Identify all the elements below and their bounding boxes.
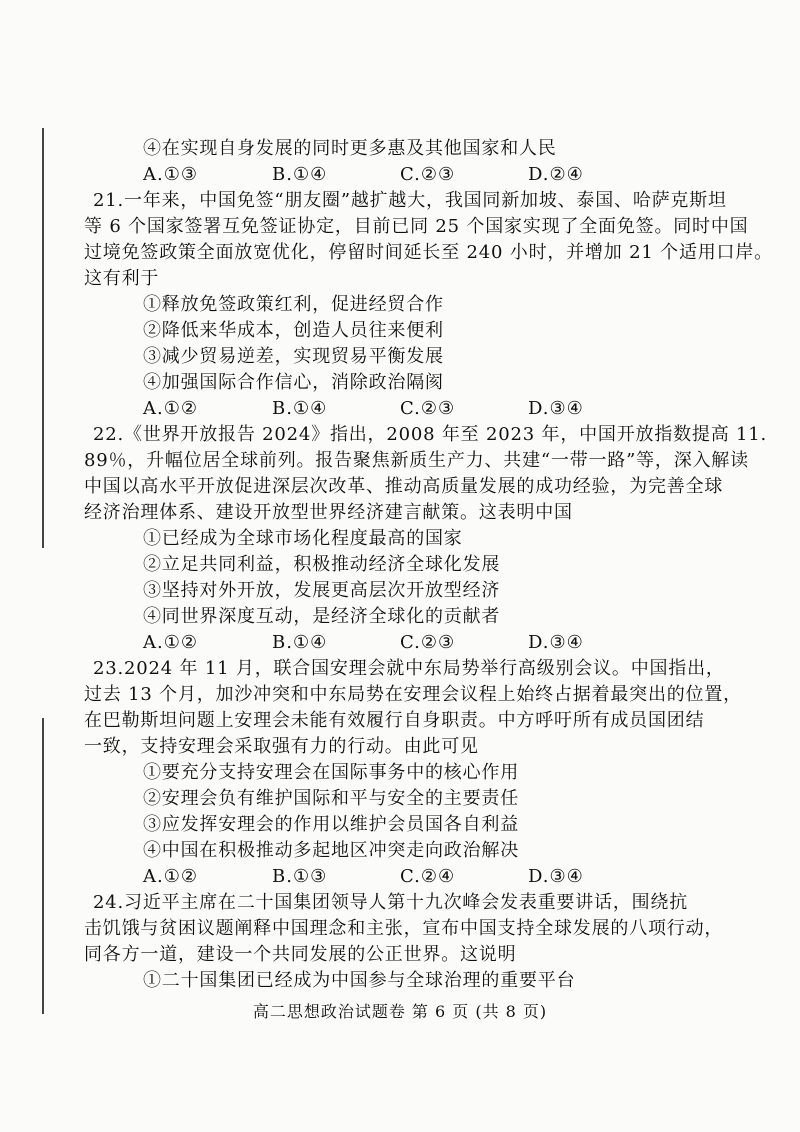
option-c: C.②③: [400, 632, 456, 653]
question-stem-line: 22.《世界开放报告 2024》指出，2008 年至 2023 年，中国开放指数提高 11.: [93, 424, 768, 445]
question-stem-line: 过境免签政策全面放宽优化，停留时间延长至 240 小时，并增加 21 个适用口岸。: [84, 242, 773, 263]
option-c: C.②③: [400, 164, 456, 185]
option-d: D.③④: [528, 866, 584, 887]
option-b: B.①④: [272, 632, 328, 653]
statement: ④同世界深度互动，是经济全球化的贡献者: [143, 606, 501, 627]
statement: ②立足共同利益，积极推动经济全球化发展: [143, 554, 501, 575]
statement: ④在实现自身发展的同时更多惠及其他国家和人民: [143, 138, 557, 159]
statement: ③应发挥安理会的作用以维护会员国各自利益: [143, 814, 519, 835]
question-stem-line: 等 6 个国家签署互免签证协定，目前已同 25 个国家实现了全面免签。同时中国: [84, 216, 749, 237]
option-c: C.②③: [400, 398, 456, 419]
statement: ③坚持对外开放，发展更高层次开放型经济: [143, 580, 501, 601]
question-stem-line: 一致，支持安理会采取强有力的行动。由此可见: [84, 736, 479, 757]
question-stem-line: 在巴勒斯坦问题上安理会未能有效履行自身职责。中方呼吁所有成员国团结: [84, 710, 705, 731]
question-stem-line: 21.一年来，中国免签“朋友圈”越扩越大，我国同新加坡、泰国、哈萨克斯坦: [93, 190, 727, 211]
option-d: D.③④: [528, 398, 584, 419]
question-stem-line: 过去 13 个月，加沙冲突和中东局势在安理会议程上始终占据着最突出的位置，: [84, 684, 742, 705]
question-stem-line: 经济治理体系、建设开放型世界经济建言献策。这表明中国: [84, 502, 573, 523]
option-d: D.②④: [528, 164, 584, 185]
page-footer: 高二思想政治试题卷 第 6 页 (共 8 页): [252, 1002, 548, 1021]
question-stem-line: 89％，升幅位居全球前列。报告聚焦新质生产力、共建“一带一路”等，深入解读: [84, 450, 749, 471]
option-d: D.③④: [528, 632, 584, 653]
option-a: A.①②: [143, 632, 198, 653]
statement: ④中国在积极推动多起地区冲突走向政治解决: [143, 840, 519, 861]
question-stem-line: 击饥饿与贫困议题阐释中国理念和主张，宣布中国支持全球发展的八项行动，: [84, 918, 724, 939]
statement: ①二十国集团已经成为中国参与全球治理的重要平台: [143, 970, 576, 991]
question-stem-line: 同各方一道，建设一个共同发展的公正世界。这说明: [84, 944, 517, 965]
question-stem-line: 23.2024 年 11 月，联合国安理会就中东局势举行高级别会议。中国指出，: [93, 658, 725, 679]
option-b: B.①③: [272, 866, 328, 887]
option-a: A.①②: [143, 866, 198, 887]
statement: ④加强国际合作信心，消除政治隔阂: [143, 372, 444, 393]
statement: ③减少贸易逆差，实现贸易平衡发展: [143, 346, 444, 367]
option-a: A.①③: [143, 164, 198, 185]
option-c: C.②④: [400, 866, 456, 887]
statement: ②安理会负有维护国际和平与安全的主要责任: [143, 788, 519, 809]
question-stem-line: 24.习近平主席在二十国集团领导人第十九次峰会发表重要讲话，围绕抗: [93, 892, 689, 913]
option-b: B.①④: [272, 398, 328, 419]
statement: ①已经成为全球市场化程度最高的国家: [143, 528, 463, 549]
statement: ②降低来华成本，创造人员往来便利: [143, 320, 444, 341]
option-b: B.①④: [272, 164, 328, 185]
statement: ①释放免签政策红利，促进经贸合作: [143, 294, 444, 315]
statement: ①要充分支持安理会在国际事务中的核心作用: [143, 762, 519, 783]
question-stem-line: 这有利于: [84, 268, 160, 289]
question-stem-line: 中国以高水平开放促进深层次改革、推动高质量发展的成功经验，为完善全球: [84, 476, 724, 497]
option-a: A.①②: [143, 398, 198, 419]
binding-margin-line: [42, 718, 44, 1014]
binding-margin-line: [42, 128, 44, 548]
